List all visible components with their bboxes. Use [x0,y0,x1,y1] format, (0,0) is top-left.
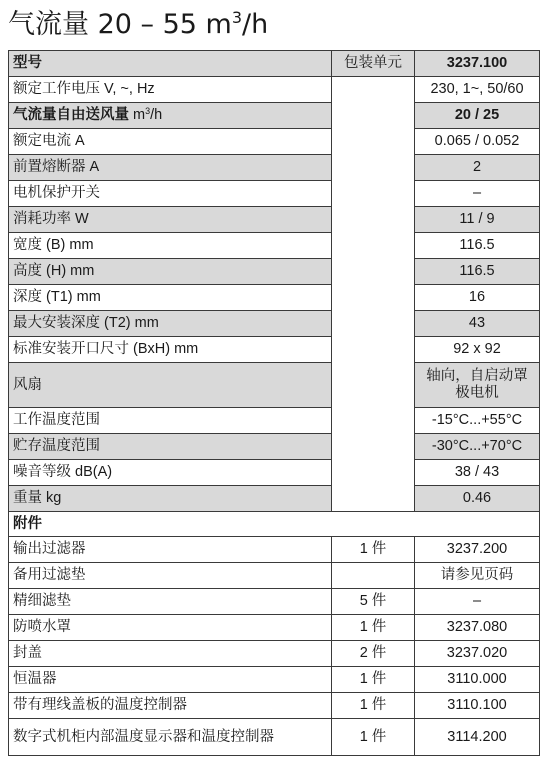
spec-label [9,103,332,129]
spec-label: 贮存温度范围 [9,434,332,460]
accessory-qty [332,563,415,589]
accessory-row [9,693,540,719]
accessories-heading: 附件 [9,512,540,537]
spec-label: 风扇 [9,363,332,408]
accessory-number: 3237.200 [415,537,540,563]
header-pack-unit: 包装单元 [332,51,415,77]
spec-value: 20 / 25 [415,103,540,129]
table-row [9,155,540,181]
table-row [9,181,540,207]
table-row [9,486,540,512]
spec-label: 额定工作电压 V, ~, Hz [9,77,332,103]
accessory-qty: 1 件 [332,693,415,719]
accessory-qty: 1 件 [332,667,415,693]
accessory-number: 3110.100 [415,693,540,719]
spec-value: 38 / 43 [415,460,540,486]
spec-label-bold: 气流量自由送风量 [13,107,129,123]
title-unit: /h [242,9,269,40]
spec-label-superscript: 3 [145,106,151,116]
page-title [8,8,268,42]
spec-label-unit: m [129,107,146,123]
spec-value: -15°C...+55°C [415,408,540,434]
table-row [9,285,540,311]
accessories-heading-row [9,512,540,537]
accessory-qty: 1 件 [332,615,415,641]
spec-label: 噪音等级 dB(A) [9,460,332,486]
accessory-label: 封盖 [9,641,332,667]
spec-value-line: 极电机 [455,385,499,401]
spec-label: 宽度 (B) mm [9,233,332,259]
accessory-qty: 1 件 [332,719,415,756]
table-row [9,129,540,155]
table-row [9,233,540,259]
spec-value: 116.5 [415,259,540,285]
spec-value [415,363,540,408]
accessory-row [9,563,540,589]
table-row [9,408,540,434]
table-row [9,460,540,486]
spec-value: 0.065 / 0.052 [415,129,540,155]
spec-label: 标准安装开口尺寸 (BxH) mm [9,337,332,363]
spec-label: 电机保护开关 [9,181,332,207]
spec-table [8,50,540,756]
spec-value: 11 / 9 [415,207,540,233]
accessory-number: 3114.200 [415,719,540,756]
header-model-number: 3237.100 [415,51,540,77]
accessory-row [9,719,540,756]
spec-label: 重量 kg [9,486,332,512]
accessory-number: – [415,589,540,615]
accessory-number: 请参见页码 [415,563,540,589]
table-header-row [9,51,540,77]
accessory-label: 防喷水罩 [9,615,332,641]
spec-label: 最大安装深度 (T2) mm [9,311,332,337]
accessory-number: 3237.020 [415,641,540,667]
table-row [9,77,540,103]
accessory-qty: 5 件 [332,589,415,615]
accessory-number: 3110.000 [415,667,540,693]
header-model: 型号 [9,51,332,77]
table-row [9,363,540,408]
table-row [9,207,540,233]
spec-value: -30°C...+70°C [415,434,540,460]
spec-label: 工作温度范围 [9,408,332,434]
accessory-label: 输出过滤器 [9,537,332,563]
spec-value: 92 x 92 [415,337,540,363]
spec-value: 16 [415,285,540,311]
title-superscript: 3 [231,8,243,27]
accessory-label: 数字式机柜内部温度显示器和温度控制器 [9,719,332,756]
accessory-row [9,537,540,563]
accessory-label: 带有理线盖板的温度控制器 [9,693,332,719]
table-row [9,103,540,129]
spec-label-unit-suffix: /h [150,107,163,123]
title-text: 气流量 20 – 55 m [8,9,232,40]
accessory-label: 精细滤垫 [9,589,332,615]
spec-label: 深度 (T1) mm [9,285,332,311]
spec-value: 116.5 [415,233,540,259]
accessory-row [9,641,540,667]
accessory-qty: 2 件 [332,641,415,667]
spec-value-line: 轴向，自启动罩 [426,368,528,384]
spec-label: 高度 (H) mm [9,259,332,285]
accessory-label: 备用过滤垫 [9,563,332,589]
spec-value: 43 [415,311,540,337]
accessory-qty: 1 件 [332,537,415,563]
spec-value: – [415,181,540,207]
pack-unit-blank [332,77,415,512]
accessory-label: 恒温器 [9,667,332,693]
spec-label: 前置熔断器 A [9,155,332,181]
table-row [9,259,540,285]
table-row [9,311,540,337]
table-row [9,337,540,363]
accessory-row [9,615,540,641]
spec-label: 消耗功率 W [9,207,332,233]
accessory-row [9,589,540,615]
accessory-row [9,667,540,693]
spec-label: 额定电流 A [9,129,332,155]
table-row [9,434,540,460]
spec-value: 0.46 [415,486,540,512]
accessory-number: 3237.080 [415,615,540,641]
spec-value: 2 [415,155,540,181]
spec-value: 230, 1~, 50/60 [415,77,540,103]
